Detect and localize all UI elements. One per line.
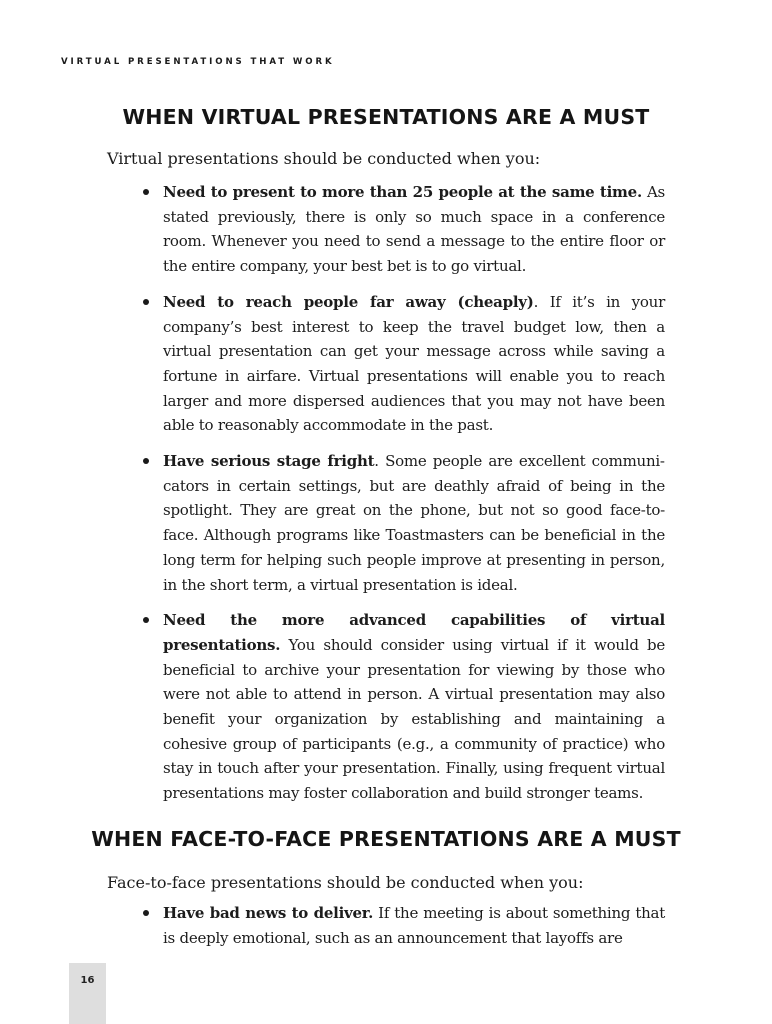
list-item — [143, 180, 665, 279]
list-item — [143, 901, 665, 950]
section-intro-face-to-face: Face-to-face presentations should be conducted when you: — [107, 873, 584, 892]
page-number-tab — [69, 963, 106, 1024]
bullet-paragraph — [163, 180, 665, 279]
bullet-paragraph — [163, 608, 665, 806]
bullet-text: If the meeting is about something that is deeply emotional, such as an announcement that layoffs are — [163, 904, 665, 947]
bullet-list-virtual — [143, 180, 665, 817]
list-item — [143, 449, 665, 597]
bullet-paragraph — [163, 901, 665, 950]
section-heading-face-to-face: WHEN FACE-TO-FACE PRESENTATIONS ARE A MUST — [91, 827, 681, 851]
bullet-text: As stated previously, there is only so much space in a conference room. Whenever you need to send a message to the entire floor or the entire company, your best bet is to go virtual. — [163, 183, 665, 276]
bullet-icon — [143, 189, 149, 195]
section-intro-virtual: Virtual presentations should be conducted when you: — [107, 149, 541, 168]
bullet-icon — [143, 458, 149, 464]
bullet-lead: Need to present to more than 25 people at the same time. — [163, 183, 642, 201]
bullet-text: . Some people are excellent communicators in certain settings, but are deathly afraid of being in the spotlight. They are great on the phone, but not so good face-to-face. Although programs like Toastmasters can be beneficial in the long term for helping such people improve at presenting in person, in the short term, a virtual presentation is ideal. — [163, 452, 665, 594]
bullet-paragraph — [163, 290, 665, 438]
list-item — [143, 290, 665, 438]
running-head: VIRTUAL PRESENTATIONS THAT WORK — [61, 57, 335, 67]
bullet-text: You should consider using virtual if it would be beneficial to archive your presentation for viewing by those who were not able to attend in person. A virtual presentation may also benefit your organization by establishing and maintaining a cohesive group of participants (e.g., a community of practice) who stay in touch after your presentation. Finally, using frequent virtual presentations may foster collaboration and build stronger teams. — [163, 635, 665, 803]
list-item — [143, 608, 665, 806]
bullet-list-face-to-face — [143, 901, 665, 961]
page-number: 16 — [80, 975, 95, 986]
bullet-lead: Have bad news to deliver. — [163, 904, 374, 922]
bullet-paragraph — [163, 449, 665, 597]
bullet-text: . If it’s in your company’s best interest to keep the travel budget low, then a virtual presentation can get your message across while saving a fortune in airfare. Virtual presentations will enable you to reach larger and more dispersed audiences that you may not have been able to reasonably accommodate in the past. — [163, 292, 665, 435]
bullet-icon — [143, 617, 149, 623]
bullet-icon — [143, 299, 149, 305]
bullet-icon — [143, 910, 149, 916]
bullet-lead: Have serious stage fright — [163, 452, 375, 471]
bullet-lead: Need to reach people far away (cheaply) — [163, 292, 534, 311]
section-heading-virtual: WHEN VIRTUAL PRESENTATIONS ARE A MUST — [122, 105, 650, 129]
bullet-lead: Need the more advanced capabilities of virtual presentations. — [163, 611, 665, 654]
